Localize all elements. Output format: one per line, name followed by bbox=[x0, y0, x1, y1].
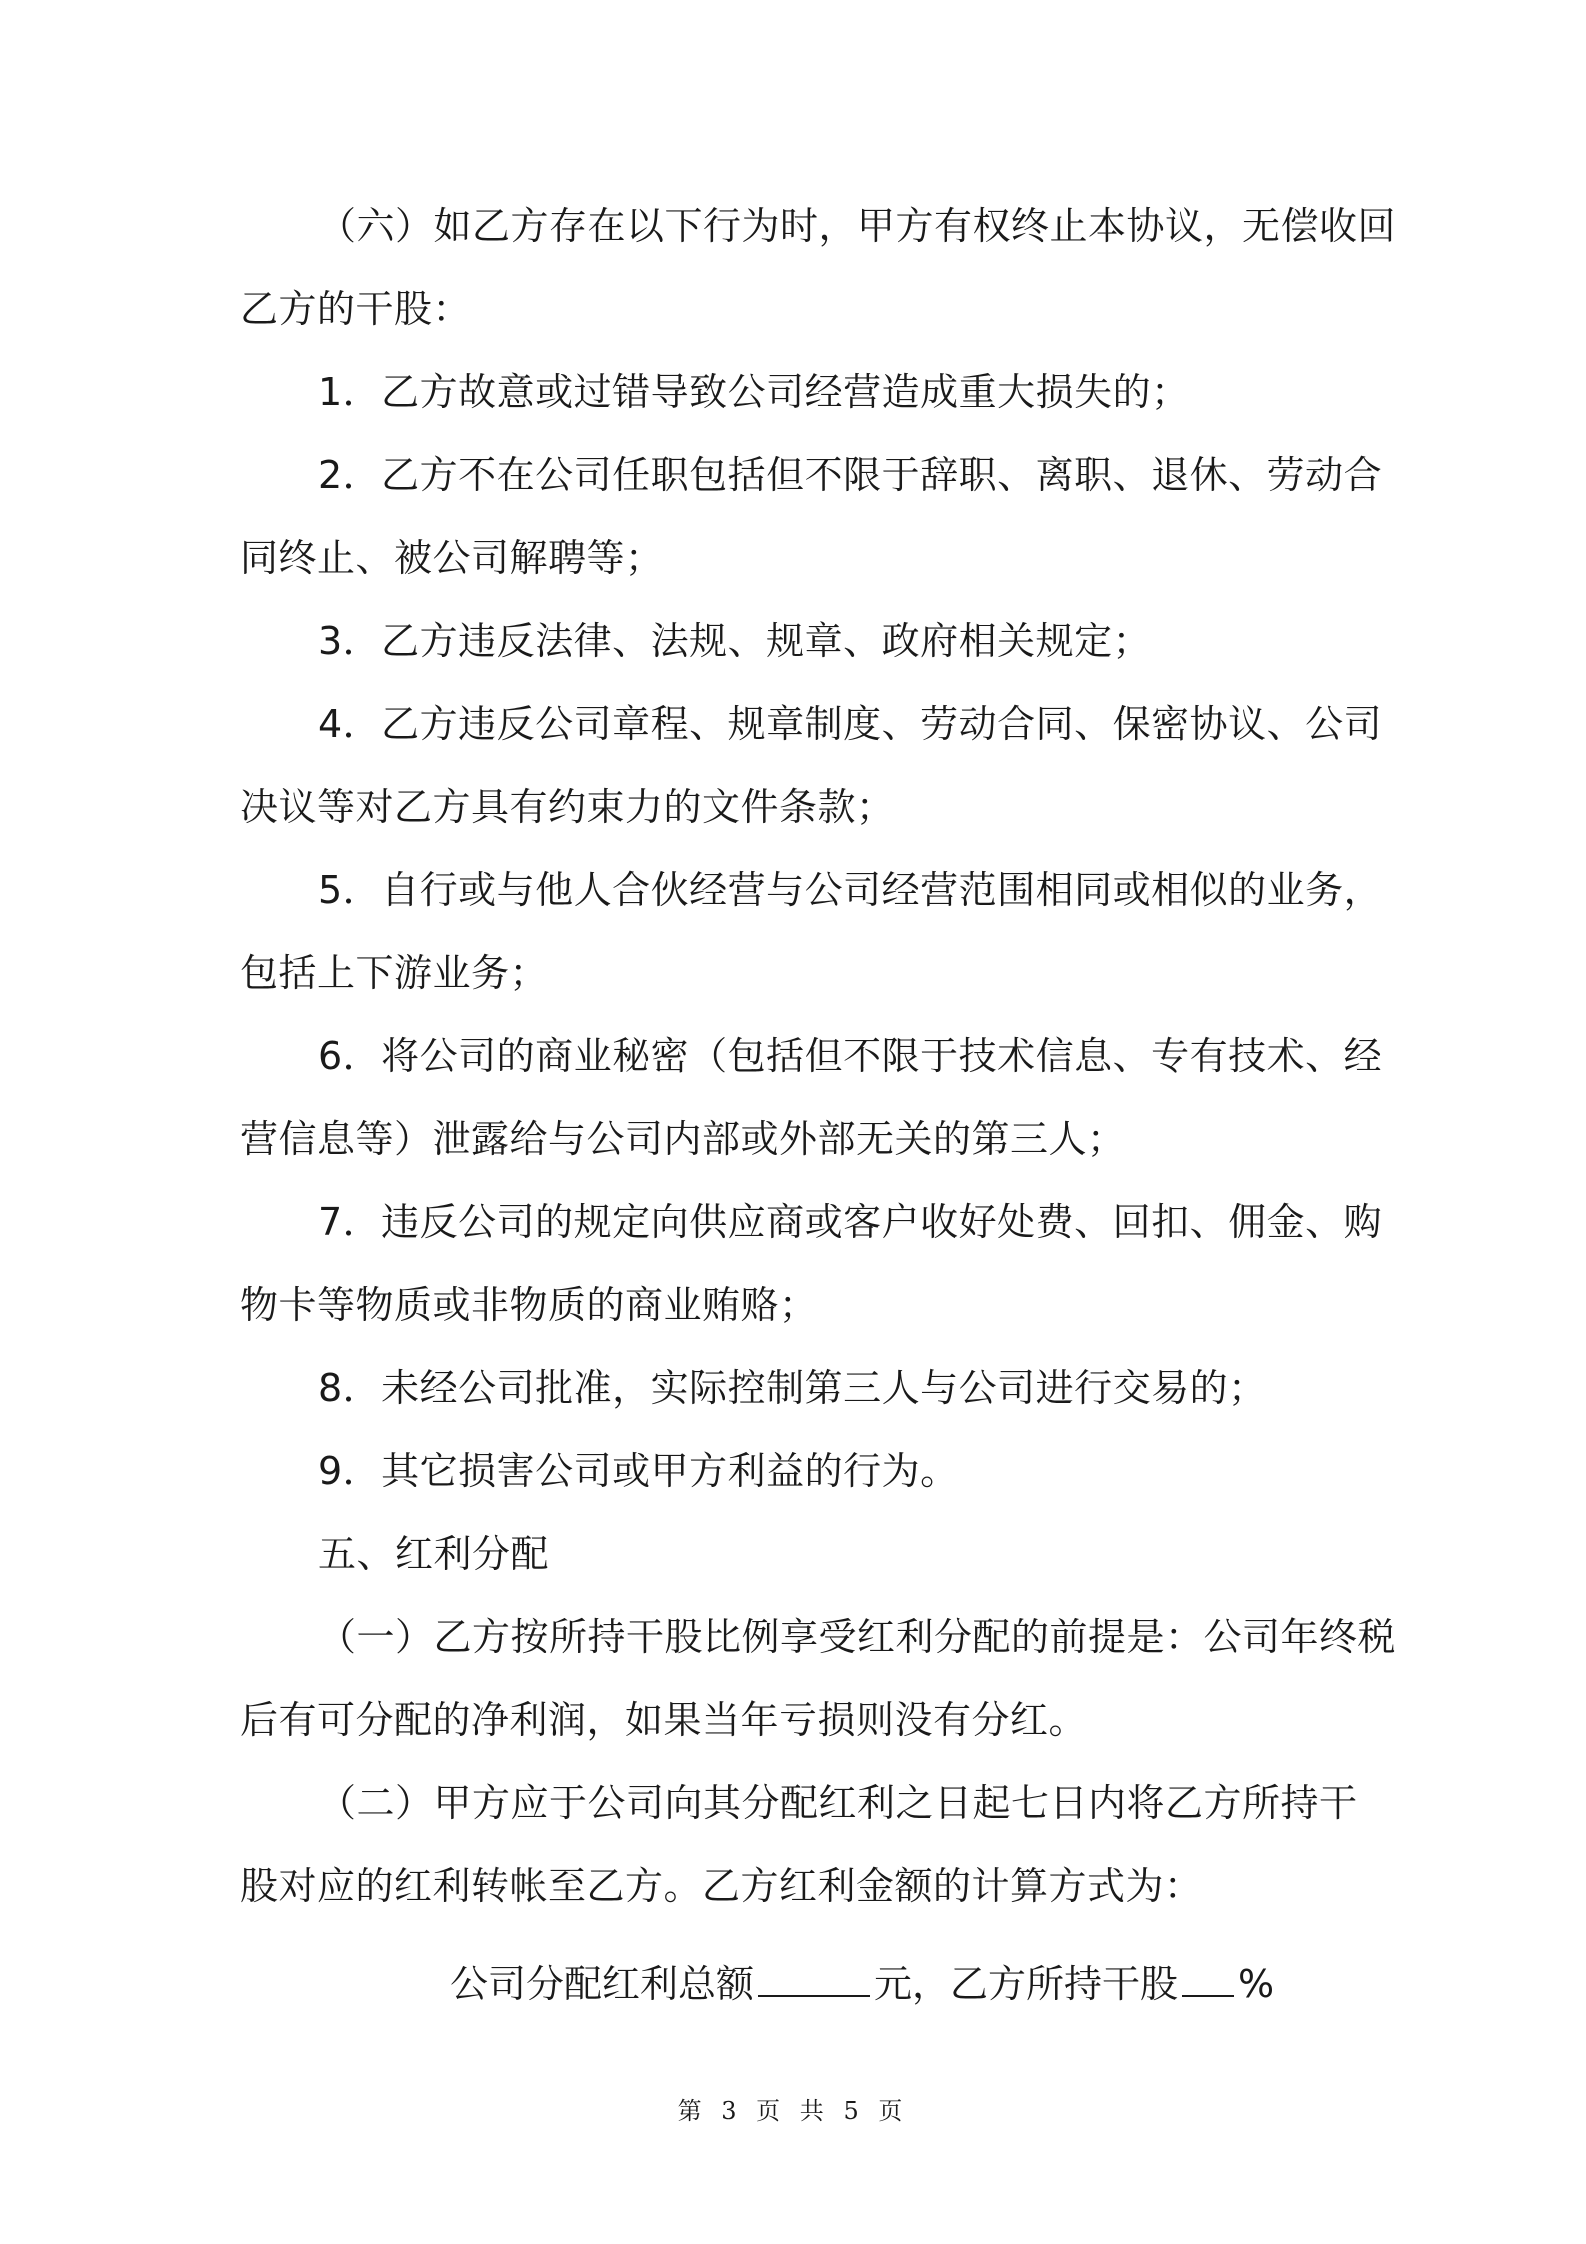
list-item-7-line-2: 物卡等物质或非物质的商业贿赂； bbox=[240, 1283, 818, 1327]
section-5-para-1-line-1: （一）乙方按所持干股比例享受红利分配的前提是：公司年终税 bbox=[318, 1615, 1397, 1659]
paragraph-6-line-2: 乙方的干股： bbox=[240, 287, 472, 331]
list-item-5-line-2: 包括上下游业务； bbox=[240, 951, 549, 995]
list-item-4-line-2: 决议等对乙方具有约束力的文件条款； bbox=[240, 785, 895, 829]
dividend-formula bbox=[450, 1960, 1274, 2008]
list-item-2-line-2: 同终止、被公司解聘等； bbox=[240, 536, 664, 580]
formula-total-label: 公司分配红利总额 bbox=[450, 1962, 755, 2006]
list-item-5-line-1: 5．自行或与他人合伙经营与公司经营范围相同或相似的业务， bbox=[318, 868, 1383, 912]
list-item-9: 9．其它损害公司或甲方利益的行为。 bbox=[318, 1449, 959, 1493]
list-item-6-line-2: 营信息等）泄露给与公司内部或外部无关的第三人； bbox=[240, 1117, 1126, 1161]
page-number-footer: 第 3 页 共 5 页 bbox=[677, 2097, 909, 2125]
list-item-8: 8．未经公司批准，实际控制第三人与公司进行交易的； bbox=[318, 1366, 1267, 1410]
share-percent-blank[interactable] bbox=[1182, 1987, 1234, 1997]
list-item-7-line-1: 7．违反公司的规定向供应商或客户收好处费、回扣、佣金、购 bbox=[318, 1200, 1383, 1244]
list-item-1: 1．乙方故意或过错导致公司经营造成重大损失的； bbox=[318, 370, 1190, 414]
list-item-4-line-1: 4．乙方违反公司章程、规章制度、劳动合同、保密协议、公司 bbox=[318, 702, 1383, 746]
section-5-para-2-line-2: 股对应的红利转帐至乙方。乙方红利金额的计算方式为： bbox=[240, 1864, 1203, 1908]
list-item-6-line-1: 6．将公司的商业秘密（包括但不限于技术信息、专有技术、经 bbox=[318, 1034, 1383, 1078]
list-item-2-line-1: 2．乙方不在公司任职包括但不限于辞职、离职、退休、劳动合 bbox=[318, 453, 1383, 497]
formula-share-label: 元，乙方所持干股 bbox=[874, 1962, 1179, 2006]
formula-percent-sign: % bbox=[1238, 1962, 1275, 2006]
list-item-3: 3．乙方违反法律、法规、规章、政府相关规定； bbox=[318, 619, 1152, 663]
section-5-para-2-line-1: （二）甲方应于公司向其分配红利之日起七日内将乙方所持干 bbox=[318, 1781, 1358, 1825]
section-5-para-1-line-2: 后有可分配的净利润，如果当年亏损则没有分红。 bbox=[240, 1698, 1088, 1742]
paragraph-6-line-1: （六）如乙方存在以下行为时，甲方有权终止本协议，无偿收回 bbox=[318, 204, 1397, 248]
section-5-heading: 五、红利分配 bbox=[318, 1532, 550, 1576]
total-amount-blank[interactable] bbox=[758, 1987, 870, 1997]
